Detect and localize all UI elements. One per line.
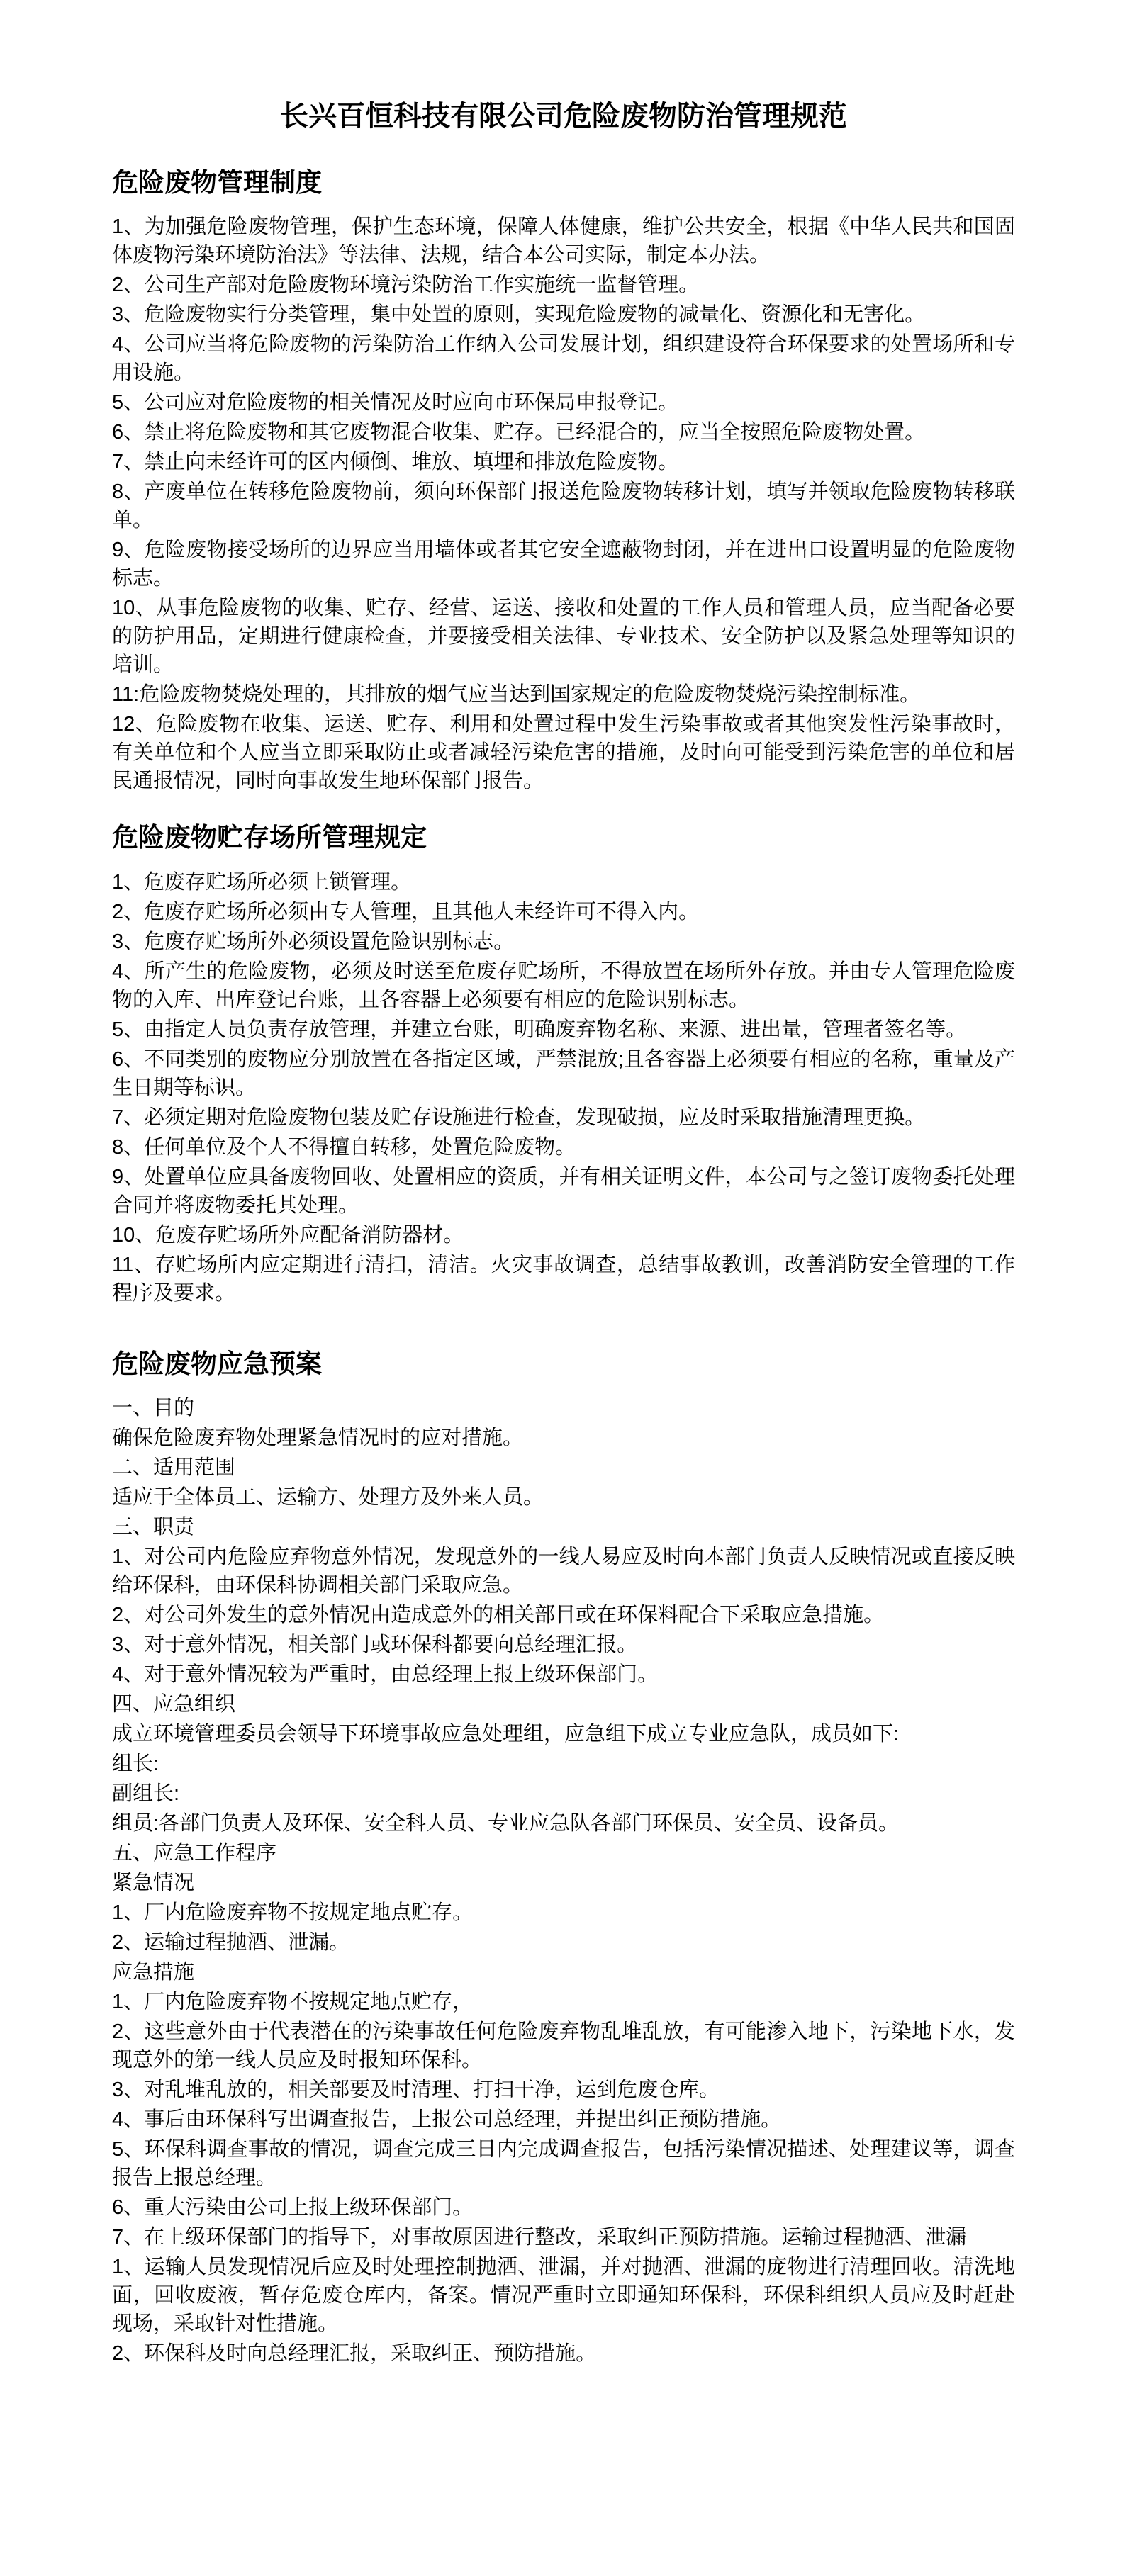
paragraph: 4、事后由环保科写出调查报告，上报公司总经理，并提出纠正预防措施。 — [112, 2108, 782, 2132]
paragraph: 6、重大污染由公司上报上级环保部门。 — [112, 2196, 474, 2220]
paragraph: 3、危废存贮场所外必须设置危险识别标志。 — [112, 930, 515, 953]
paragraph: 5、公司应对危险废物的相关情况及时应向市环保局申报登记。 — [112, 391, 679, 415]
paragraph: 四、应急组织 — [112, 1693, 236, 1716]
paragraph: 1、对公司内危险应弃物意外情况，发现意外的一线人易应及时向本部门负责人反映情况或直接反映给环保科，由环保科协调相关部门采取应急。 — [112, 1546, 1015, 1597]
paragraph: 组员:各部门负责人及环保、安全科人员、专业应急队各部门环保员、安全员、设备员。 — [112, 1812, 900, 1835]
paragraph: 7、在上级环保部门的指导下，对事故原因进行整改，采取纠正预防措施。运输过程抛洒、泄漏 — [112, 2226, 967, 2249]
paragraph: 5、由指定人员负责存放管理，并建立台账，明确废弃物名称、来源、进出量，管理者签名等。 — [112, 1018, 967, 1041]
document-body — [112, 167, 1015, 2368]
paragraph: 2、这些意外由于代表潜在的污染事故任何危险废弃物乱堆乱放，有可能渗入地下，污染地下水，发现意外的第一线人员应及时报知环保科。 — [112, 2020, 1015, 2072]
paragraph: 2、危废存贮场所必须由专人管理，且其他人未经许可不得入内。 — [112, 900, 700, 923]
paragraph: 6、不同类别的废物应分别放置在各指定区域，严禁混放;且各容器上必须要有相应的名称，重量及产生日期等标识。 — [112, 1047, 1015, 1099]
paragraph: 三、职责 — [112, 1516, 195, 1539]
paragraph: 紧急情况 — [112, 1872, 195, 1895]
paragraph: 1、厂内危险废弃物不按规定地点贮存。 — [112, 1901, 474, 1925]
paragraph: 11、存贮场所内应定期进行清扫，清洁。火灾事故调查，总结事故教训，改善消防安全管理的工作程序及要求。 — [112, 1253, 1015, 1305]
paragraph: 1、为加强危险废物管理，保护生态环境，保障人体健康，维护公共安全，根据《中华人民共和国固体废物污染环境防治法》等法律、法规，结合本公司实际，制定本办法。 — [112, 215, 1015, 267]
paragraph: 应急措施 — [112, 1961, 195, 1984]
section-heading: 危险废物管理制度 — [112, 168, 322, 197]
paragraph: 一、目的 — [112, 1397, 195, 1420]
paragraph: 1、厂内危险废弃物不按规定地点贮存， — [112, 1991, 474, 2014]
paragraph: 五、应急工作程序 — [112, 1842, 277, 1865]
paragraph: 9、危险废物接受场所的边界应当用墙体或者其它安全遮蔽物封闭，并在进出口设置明显的危险废物标志。 — [112, 539, 1015, 590]
paragraph: 3、危险废物实行分类管理，集中处置的原则，实现危险废物的减量化、资源化和无害化。 — [112, 303, 926, 327]
paragraph: 7、必须定期对危险废物包装及贮存设施进行检查，发现破损，应及时采取措施清理更换。 — [112, 1106, 926, 1129]
paragraph: 组长: — [112, 1753, 159, 1776]
paragraph: 8、任何单位及个人不得擅自转移，处置危险废物。 — [112, 1135, 576, 1159]
paragraph: 3、对于意外情况，相关部门或环保科都要向总经理汇报。 — [112, 1633, 638, 1657]
paragraph: 2、公司生产部对危险废物环境污染防治工作实施统一监督管理。 — [112, 274, 700, 297]
paragraph: 10、危废存贮场所外应配备消防器材。 — [112, 1223, 464, 1247]
paragraph: 4、公司应当将危险废物的污染防治工作纳入公司发展计划，组织建设符合环保要求的处置场所和专用设施。 — [112, 333, 1015, 385]
paragraph: 7、禁止向未经许可的区内倾倒、堆放、填埋和排放危险废物。 — [112, 451, 679, 474]
paragraph: 2、运输过程抛酒、泄漏。 — [112, 1931, 350, 1955]
paragraph: 1、运输人员发现情况后应及时处理控制抛洒、泄漏，并对抛洒、泄漏的庞物进行清理回收。清洗地面，回收废液，暂存危废仓库内，备案。情况严重时立即通知环保科，环保科组织人员应及时赶赴现场，采取针对性措施。 — [112, 2256, 1015, 2336]
paragraph: 11:危险废物焚烧处理的，其排放的烟气应当达到国家规定的危险废物焚烧污染控制标准。 — [112, 683, 921, 707]
paragraph: 成立环境管理委员会领导下环境事故应急处理组，应急组下成立专业应急队，成员如下: — [112, 1723, 900, 1746]
paragraph: 二、适用范围 — [112, 1456, 236, 1480]
document-title: 长兴百恒科技有限公司危险废物防治管理规范 — [280, 101, 847, 132]
paragraph: 3、对乱堆乱放的，相关部要及时清理、打扫干净，运到危废仓库。 — [112, 2079, 720, 2102]
paragraph: 9、处置单位应具备废物回收、处置相应的资质，并有相关证明文件，本公司与之签订废物委托处理合同并将废物委托其处理。 — [112, 1165, 1015, 1217]
paragraph: 12、危险废物在收集、运送、贮存、利用和处置过程中发生污染事故或者其他突发性污染事故时，有关单位和个人应当立即采取防止或者减轻污染危害的措施，及时向可能受到污染危害的单位和居民通报情况，同时向事故发生地环保部门报告。 — [112, 713, 1015, 793]
paragraph: 2、对公司外发生的意外情况由造成意外的相关部目或在环保料配合下采取应急措施。 — [112, 1604, 885, 1627]
paragraph: 4、所产生的危险废物，必须及时送至危废存贮场所，不得放置在场所外存放。并由专人管理危险废物的入库、出库登记台账，且各容器上必须要有相应的危险识别标志。 — [112, 960, 1015, 1011]
section-heading: 危险废物应急预案 — [112, 1349, 322, 1378]
paragraph: 确保危险废弃物处理紧急情况时的应对措施。 — [112, 1427, 524, 1450]
paragraph: 4、对于意外情况较为严重时，由总经理上报上级环保部门。 — [112, 1663, 659, 1687]
paragraph: 2、环保科及时向总经理汇报，采取纠正、预防措施。 — [112, 2342, 597, 2366]
paragraph: 6、禁止将危险废物和其它废物混合收集、贮存。已经混合的，应当全按照危险废物处置。 — [112, 421, 926, 444]
paragraph: 适应于全体员工、运输方、处理方及外来人员。 — [112, 1486, 544, 1509]
paragraph: 副组长: — [112, 1782, 180, 1806]
paragraph: 1、危废存贮场所必须上锁管理。 — [112, 870, 412, 894]
section-heading: 危险废物贮存场所管理规定 — [112, 823, 427, 853]
paragraph: 10、从事危险废物的收集、贮存、经营、运送、接收和处置的工作人员和管理人员，应当配备必要的防护用品，定期进行健康检查，并要接受相关法律、专业技术、安全防护以及紧急处理等知识的培训。 — [112, 597, 1015, 677]
paragraph: 5、环保科调查事故的情况，调查完成三日内完成调查报告，包括污染情况描述、处理建议等，调查报告上报总经理。 — [112, 2138, 1015, 2190]
paragraph: 8、产废单位在转移危险废物前，须向环保部门报送危险废物转移计划，填写并领取危险废物转移联单。 — [112, 480, 1015, 532]
